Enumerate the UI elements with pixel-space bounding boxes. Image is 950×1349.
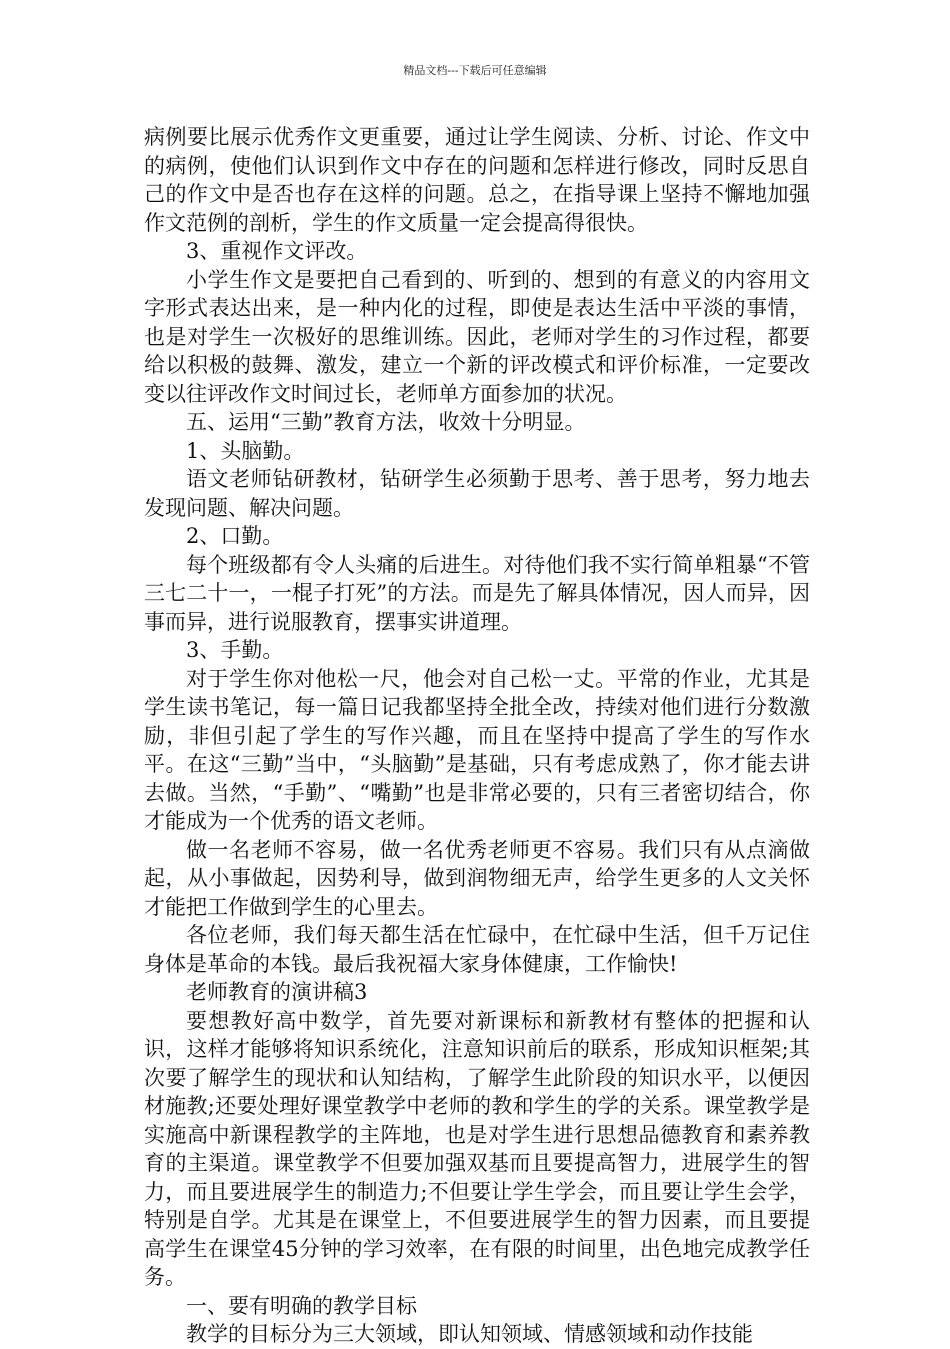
- paragraph: 五、运用“三勤”教育方法，收效十分明显。: [186, 410, 586, 434]
- section-heading: 老师教育的演讲稿3: [186, 980, 368, 1004]
- paragraph: 3、重视作文评改。: [186, 239, 368, 263]
- paragraph: 要想教好高中数学，首先要对新课标和新教材有整体的把握和认识，这样才能够将知识系统化，注意知识前后的联系，形成知识框架;其次要了解学生的现状和认知结构，了解学生此阶段的知识水平，以便因材施教;还要处理好课堂教学中老师的教和学生的学的关系。课堂教学是实施高中新课程教学的主阵地，也是对学生进行思想品德教育和素养教育的主渠道。课堂教学不但要加强双基而且要提高智力，进展学生的智力，而且要进展学生的制造力;不但要让学生学会，而且要让学生会学，特别是自学。尤其是在课堂上，不但要进展学生的智力因素，而且要提高学生在课堂45分钟的学习效率，在有限的时间里，出色地完成教学任务。: [144, 1008, 810, 1289]
- paragraph: 小学生作文是要把自己看到的、听到的、想到的有意义的内容用文字形式表达出来，是一种内化的过程，即使是表达生活中平淡的事情，也是对学生一次极好的思维训练。因此，老师对学生的习作过程，都要给以积极的鼓舞、激发，建立一个新的评改模式和评价标准，一定要改变以往评改作文时间过长，老师单方面参加的状况。: [144, 267, 810, 406]
- paragraph: 做一名老师不容易，做一名优秀老师更不容易。我们只有从点滴做起，从小事做起，因势利导，做到润物细无声，给学生更多的人文关怀才能把工作做到学生的心里去。: [144, 837, 810, 919]
- section-heading: 一、要有明确的教学目标: [186, 1293, 417, 1318]
- paragraph: 病例要比展示优秀作文更重要，通过让学生阅读、分析、讨论、作文中的病例，使他们认识到作文中存在的问题和怎样进行修改，同时反思自己的作文中是否也存在这样的问题。总之，在指导课上坚持不懈地加强作文范例的剖析，学生的作文质量一定会提高得很快。: [144, 125, 810, 235]
- paragraph: 各位老师，我们每天都生活在忙碌中，在忙碌中生活，但千万记住身体是革命的本钱。最后我祝福大家身体健康，工作愉快!: [144, 923, 810, 976]
- paragraph: 3、手勤。: [186, 638, 284, 662]
- page-header: 精品文档---下载后可任意编辑: [403, 64, 547, 77]
- paragraph: 对于学生你对他松一尺，他会对自己松一丈。平常的作业，尤其是学生读书笔记，每一篇日记我都坚持全批全改，持续对他们进行分数激励，非但引起了学生的写作兴趣，而且在坚持中提高了学生的写作水平。在这“三勤”当中，“头脑勤”是基础，只有考虑成熟了，你才能去讲去做。当然，“手勤”、“嘴勤”也是非常必要的，只有三者密切结合，你才能成为一个优秀的语文老师。: [144, 666, 810, 833]
- document-body: [144, 123, 810, 1349]
- paragraph: 2、口勤。: [186, 524, 284, 548]
- paragraph: 每个班级都有令人头痛的后进生。对待他们我不实行简单粗暴“不管三七二十一，一棍子打死”的方法。而是先了解具体情况，因人而异，因事而异，进行说服教育，摆事实讲道理。: [144, 552, 810, 634]
- paragraph: 语文老师钻研教材，钻研学生必须勤于思考、善于思考，努力地去发现问题、解决问题。: [144, 467, 810, 520]
- paragraph: 教学的目标分为三大领域，即认知领域、情感领域和动作技能: [186, 1322, 753, 1346]
- paragraph: 1、头脑勤。: [186, 438, 305, 463]
